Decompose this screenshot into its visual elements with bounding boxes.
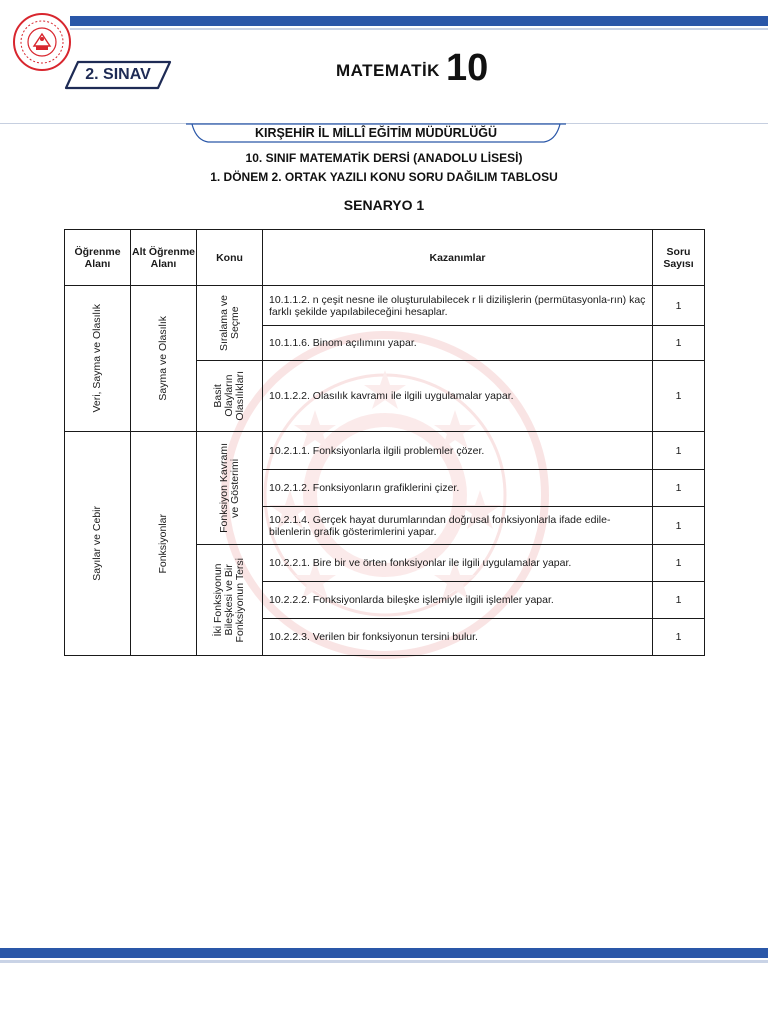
learning-area-label: Veri, Sayma ve Olasılık bbox=[91, 304, 103, 413]
question-count-cell: 1 bbox=[653, 326, 705, 361]
topic-label: Basit Olayların Olasılıkları bbox=[212, 371, 246, 421]
outcome-cell: 10.2.1.4. Gerçek hayat durumlarından doğrusal fonksiyonlarla ifade edile-bilenlerin grafik gösterimlerini yapar. bbox=[263, 507, 653, 545]
sub-area-cell bbox=[131, 286, 197, 432]
ministry-logo bbox=[12, 12, 72, 72]
question-count-cell: 1 bbox=[653, 286, 705, 326]
table-row bbox=[65, 432, 705, 470]
sub-area-label: Fonksiyonlar bbox=[157, 513, 169, 574]
learning-area-label: Sayılar ve Cebir bbox=[91, 506, 103, 581]
outcome-cell: 10.2.2.1. Bire bir ve örten fonksiyonlar ile ilgili uygulamalar yapar. bbox=[263, 545, 653, 582]
header-sub-learning-area: Alt Öğrenme Alanı bbox=[131, 230, 197, 286]
outcome-cell: 10.1.2.2. Olasılık kavramı ile ilgili uygulamalar yapar. bbox=[263, 361, 653, 432]
scenario-title: SENARYO 1 bbox=[343, 197, 425, 213]
question-count-cell: 1 bbox=[653, 507, 705, 545]
exam-number-badge bbox=[64, 60, 172, 90]
outcome-cell: 10.2.1.1. Fonksiyonlarla ilgili problemler çözer. bbox=[263, 432, 653, 470]
question-count-cell: 1 bbox=[653, 361, 705, 432]
question-count-cell: 1 bbox=[653, 582, 705, 619]
outcome-cell: 10.1.1.2. n çeşit nesne ile oluşturulabilecek r li dizilişlerin (permütasyonla-rın) kaç farklı şekilde yapılabileceğini hesaplar. bbox=[263, 286, 653, 326]
header-outcomes: Kazanımlar bbox=[263, 230, 653, 286]
question-distribution-table bbox=[64, 229, 705, 656]
institution-name: KIRŞEHİR İL MİLLÎ EĞİTİM MÜDÜRLÜĞÜ bbox=[254, 126, 498, 140]
header-top-band bbox=[70, 16, 768, 26]
header-learning-area: Öğrenme Alanı bbox=[65, 230, 131, 286]
subject-heading bbox=[336, 46, 488, 90]
outcome-cell: 10.2.2.3. Verilen bir fonksiyonun tersini bulur. bbox=[263, 619, 653, 656]
header-top-thin-line bbox=[70, 28, 768, 30]
outcome-cell: 10.1.1.6. Binom açılımını yapar. bbox=[263, 326, 653, 361]
subject-name: MATEMATİK bbox=[336, 61, 440, 80]
institution-ribbon bbox=[186, 123, 566, 143]
grade-number: 10 bbox=[445, 47, 489, 89]
sub-area-cell bbox=[131, 432, 197, 656]
footer-band bbox=[0, 948, 768, 958]
sub-area-label: Sayma ve Olasılık bbox=[157, 316, 169, 401]
topic-label: Fonksiyon Kavramı ve Gösterimi bbox=[217, 443, 241, 533]
table-header-row bbox=[65, 230, 705, 286]
footer-thin-line bbox=[0, 960, 768, 963]
outcome-cell: 10.2.2.2. Fonksiyonlarda bileşke işlemiyle ilgili işlemler yapar. bbox=[263, 582, 653, 619]
table-row bbox=[65, 286, 705, 326]
learning-area-cell bbox=[65, 432, 131, 656]
topic-cell bbox=[197, 545, 263, 656]
topic-label: Sıralama ve Seçme bbox=[217, 294, 241, 352]
topic-label: İki Fonksiyonun Bileşkesi ve Bir Fonksiyonun Tersi bbox=[212, 557, 246, 643]
question-count-cell: 1 bbox=[653, 432, 705, 470]
topic-cell bbox=[197, 432, 263, 545]
question-count-cell: 1 bbox=[653, 619, 705, 656]
learning-area-cell bbox=[65, 286, 131, 432]
topic-cell bbox=[197, 361, 263, 432]
header-topic: Konu bbox=[197, 230, 263, 286]
document-title-line-1: 10. SINIF MATEMATİK DERSİ (ANADOLU LİSESİ) bbox=[245, 151, 523, 165]
outcome-cell: 10.2.1.2. Fonksiyonların grafiklerini çizer. bbox=[263, 470, 653, 507]
header-question-count: Soru Sayısı bbox=[653, 230, 705, 286]
exam-number-label: 2. SINAV bbox=[85, 66, 151, 83]
question-count-cell: 1 bbox=[653, 470, 705, 507]
question-count-cell: 1 bbox=[653, 545, 705, 582]
topic-cell bbox=[197, 286, 263, 361]
document-title-line-2: 1. DÖNEM 2. ORTAK YAZILI KONU SORU DAĞILIM TABLOSU bbox=[210, 170, 558, 184]
